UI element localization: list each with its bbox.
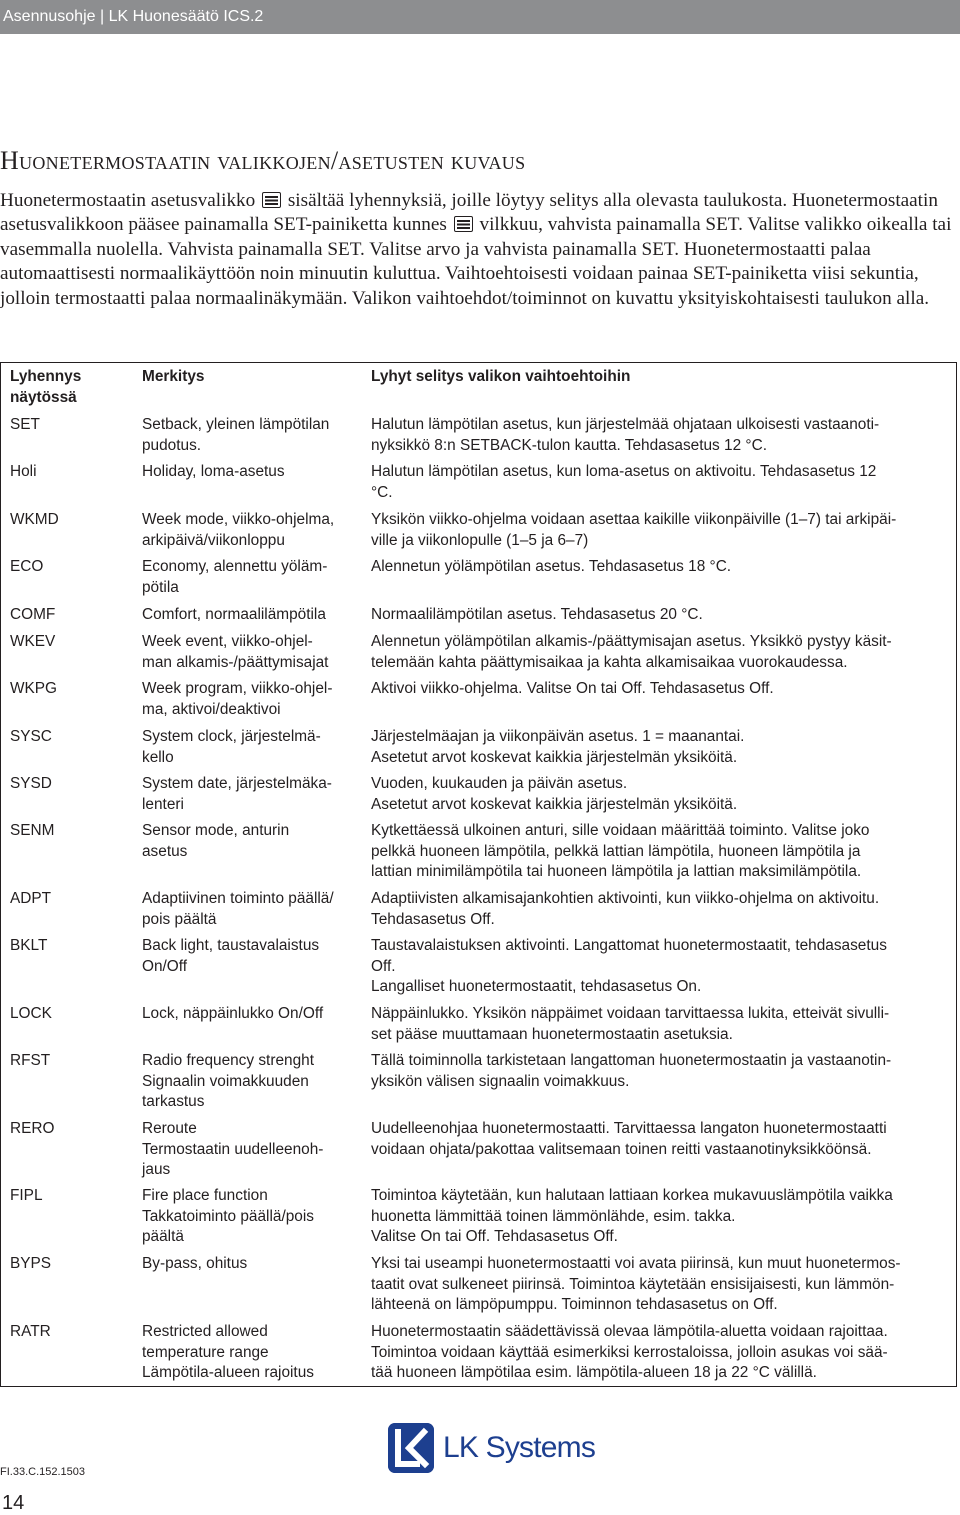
intro-text-part2: sisältää lyhennyksiä, joille löytyy selitys alla olevasta taulukosta. Huonetermostaatin asetusvalikkoon pääsee painamalla SET-painiketta kunnes bbox=[0, 190, 938, 236]
intro-text-part3: vilkkuu, vahvista painamalla SET. Valitse valikko oikealla tai vasemmalla nuolella. Vahvista painamalla SET. Valitse arvo ja vahvista painamalla SET. Huonetermostaatti palaa automaattisesti normaalikäyttöön noin minuutin kuluttua. Vaihtoehtoisesti voidaan painaa SET-painiketta viisi sekuntia, jolloin termostaatti palaa normaalinäkymään. Valikon vaihtoehdot/toiminnot on kuvattu yksityiskohtaisesti taulukon alla. bbox=[0, 214, 952, 309]
header-meaning: Merkitys bbox=[142, 368, 205, 385]
header-description: Lyhyt selitys valikon vaihtoehtoihin bbox=[371, 368, 631, 385]
row-abbreviation: SYSC bbox=[10, 728, 52, 745]
row-meaning: Week mode, viikko-ohjelma, arkipäivä/viikonloppu bbox=[142, 511, 335, 549]
row-meaning: Economy, alennettu yöläm- pötila bbox=[142, 558, 328, 596]
row-abbreviation: SET bbox=[10, 416, 40, 433]
row-meaning: Restricted allowed temperature range Lämpötila-alueen rajoitus bbox=[142, 1323, 314, 1381]
row-abbreviation: COMF bbox=[10, 606, 56, 623]
row-abbreviation: WKMD bbox=[10, 511, 59, 528]
row-description: Vuoden, kuukauden ja päivän asetus. Asetetut arvot koskevat kaikkia järjestelmän yksiköitä. bbox=[371, 775, 738, 813]
page-number: 14 bbox=[2, 1492, 25, 1514]
row-meaning: Holiday, loma-asetus bbox=[142, 463, 285, 480]
row-abbreviation: RFST bbox=[10, 1052, 51, 1069]
row-abbreviation: ADPT bbox=[10, 890, 52, 907]
row-abbreviation: LOCK bbox=[10, 1005, 52, 1022]
header-abbreviation: Lyhennys näytössä bbox=[10, 368, 82, 406]
row-description: Yksi tai useampi huonetermostaatti voi avata piirinsä, kun muut huonetermos- taatit ovat sulkeneet piirinsä. Toimintoa käytetään ensisijaisesti, kun lämmön- lähteenä on lämpöpumppu. Toiminnon tehdasasetus on Off. bbox=[371, 1255, 901, 1313]
row-meaning: System date, järjestelmäka- lenteri bbox=[142, 775, 332, 813]
row-abbreviation: SYSD bbox=[10, 775, 52, 792]
row-description: Tällä toiminnolla tarkistetaan langattoman huonetermostaatin ja vastaanotin- yksikön välisen signaalin voimakkuus. bbox=[371, 1052, 892, 1090]
row-abbreviation: FIPL bbox=[10, 1187, 43, 1204]
row-meaning: By-pass, ohitus bbox=[142, 1255, 248, 1272]
settings-table bbox=[0, 362, 957, 1387]
row-description: Toimintoa käytetään, kun halutaan lattiaan korkea mukavuuslämpötila vaikka huonetta lämmittää toinen lämmönlähde, esim. takka. Valitse On tai Off. Tehdasasetus Off. bbox=[371, 1187, 893, 1245]
row-description: Halutun lämpötilan asetus, kun loma-asetus on aktivoitu. Tehdasasetus 12 °C. bbox=[371, 463, 877, 501]
row-meaning: Week program, viikko-ohjel- ma, aktivoi/deaktivoi bbox=[142, 680, 333, 718]
section-title: Huonetermostaatin valikkojen/asetusten kuvaus bbox=[0, 146, 526, 175]
document-header-text: Asennusohje | LK Huonesäätö ICS.2 bbox=[3, 8, 264, 25]
row-meaning: Back light, taustavalaistus On/Off bbox=[142, 937, 320, 975]
row-description: Kytkettäessä ulkoinen anturi, sille voidaan määrittää toiminto. Valitse joko pelkkä huoneen lämpötila, pelkkä lattian lämpötila, huoneen lämpötila ja lattian minimilämpötila tai huoneen lämpötila ja lattian maksimilämpötila. bbox=[371, 822, 870, 880]
row-abbreviation: SENM bbox=[10, 822, 55, 839]
row-meaning: Comfort, normaalilämpötila bbox=[142, 606, 326, 623]
menu-icon bbox=[262, 192, 281, 208]
intro-text-part1: Huonetermostaatin asetusvalikko bbox=[0, 190, 256, 211]
row-meaning: Lock, näppäinlukko On/Off bbox=[142, 1005, 324, 1022]
intro-paragraph bbox=[0, 189, 958, 311]
row-meaning: Adaptiivinen toiminto päällä/ pois päältä bbox=[142, 890, 334, 928]
row-abbreviation: WKEV bbox=[10, 633, 56, 650]
row-meaning: Radio frequency strenght Signaalin voimakkuuden tarkastus bbox=[142, 1052, 314, 1110]
row-meaning: Setback, yleinen lämpötilan pudotus. bbox=[142, 416, 330, 454]
row-description: Halutun lämpötilan asetus, kun järjestelmää ohjataan ulkoisesti vastaanoti- nyksikkö 8:n SETBACK-tulon kautta. Tehdasasetus 12 °C. bbox=[371, 416, 880, 454]
row-description: Adaptiivisten alkamisajankohtien aktivointi, kun viikko-ohjelma on aktivoitu. Tehdasasetus Off. bbox=[371, 890, 880, 928]
row-meaning: Sensor mode, anturin asetus bbox=[142, 822, 290, 860]
lk-logo-icon bbox=[388, 1423, 434, 1473]
row-description: Aktivoi viikko-ohjelma. Valitse On tai Off. Tehdasasetus Off. bbox=[371, 680, 774, 697]
row-description: Järjestelmäajan ja viikonpäivän asetus. 1 = maanantai. Asetetut arvot koskevat kaikkia järjestelmän yksiköitä. bbox=[371, 728, 745, 766]
row-meaning: Reroute Termostaatin uudelleenoh- jaus bbox=[142, 1120, 324, 1178]
row-description: Alennetun yölämpötilan asetus. Tehdasasetus 18 °C. bbox=[371, 558, 732, 575]
row-description: Huonetermostaatin säädettävissä olevaa lämpötila-aluetta voidaan rajoittaa. Toimintoa voidaan käyttää esimerkiksi kerrostaloissa, jolloin asukas voi sää- tää huoneen lämpötilaa esim. lämpötila-alueen 18 ja 22 °C välillä. bbox=[371, 1323, 888, 1381]
lk-systems-logo bbox=[388, 1422, 595, 1474]
row-abbreviation: ECO bbox=[10, 558, 44, 575]
row-abbreviation: WKPG bbox=[10, 680, 58, 697]
row-description: Yksikön viikko-ohjelma voidaan asettaa kaikille viikonpäiville (1–7) tai arkipäi- ville ja viikonlopulle (1–5 ja 6–7) bbox=[371, 511, 897, 549]
row-abbreviation: RATR bbox=[10, 1323, 51, 1340]
document-header bbox=[0, 0, 960, 34]
row-description: Uudelleenohjaa huonetermostaatti. Tarvittaessa langaton huonetermostaatti voidaan ohjata/pakottaa valitsemaan toinen reitti vastaanotinyksikköönsä. bbox=[371, 1120, 887, 1158]
row-description: Alennetun yölämpötilan alkamis-/päättymisajan asetus. Yksikkö pystyy käsit- telemään kahta päättymisaikaa ja kahta alkamisaikaa vuorokaudessa. bbox=[371, 633, 892, 671]
logo-text: LK Systems bbox=[443, 1431, 596, 1464]
row-abbreviation: Holi bbox=[10, 463, 37, 480]
row-description: Normaalilämpötilan asetus. Tehdasasetus 20 °C. bbox=[371, 606, 703, 623]
row-abbreviation: RERO bbox=[10, 1120, 55, 1137]
menu-icon bbox=[454, 216, 473, 232]
row-description: Näppäinlukko. Yksikön näppäimet voidaan tarvittaessa lukita, etteivät sivulli- set pääse muuttamaan huonetermostaatin asetuksia. bbox=[371, 1005, 890, 1043]
row-meaning: Fire place function Takkatoiminto päällä/pois päältä bbox=[142, 1187, 314, 1245]
row-meaning: Week event, viikko-ohjel- man alkamis-/päättymisajat bbox=[142, 633, 329, 671]
document-code: FI.33.C.152.1503 bbox=[0, 1466, 86, 1478]
row-description: Taustavalaistuksen aktivointi. Langattomat huonetermostaatit, tehdasasetus Off. Langalliset huonetermostaatit, tehdasasetus On. bbox=[371, 937, 887, 995]
row-abbreviation: BYPS bbox=[10, 1255, 52, 1272]
row-meaning: System clock, järjestelmä- kello bbox=[142, 728, 321, 766]
row-abbreviation: BKLT bbox=[10, 937, 48, 954]
